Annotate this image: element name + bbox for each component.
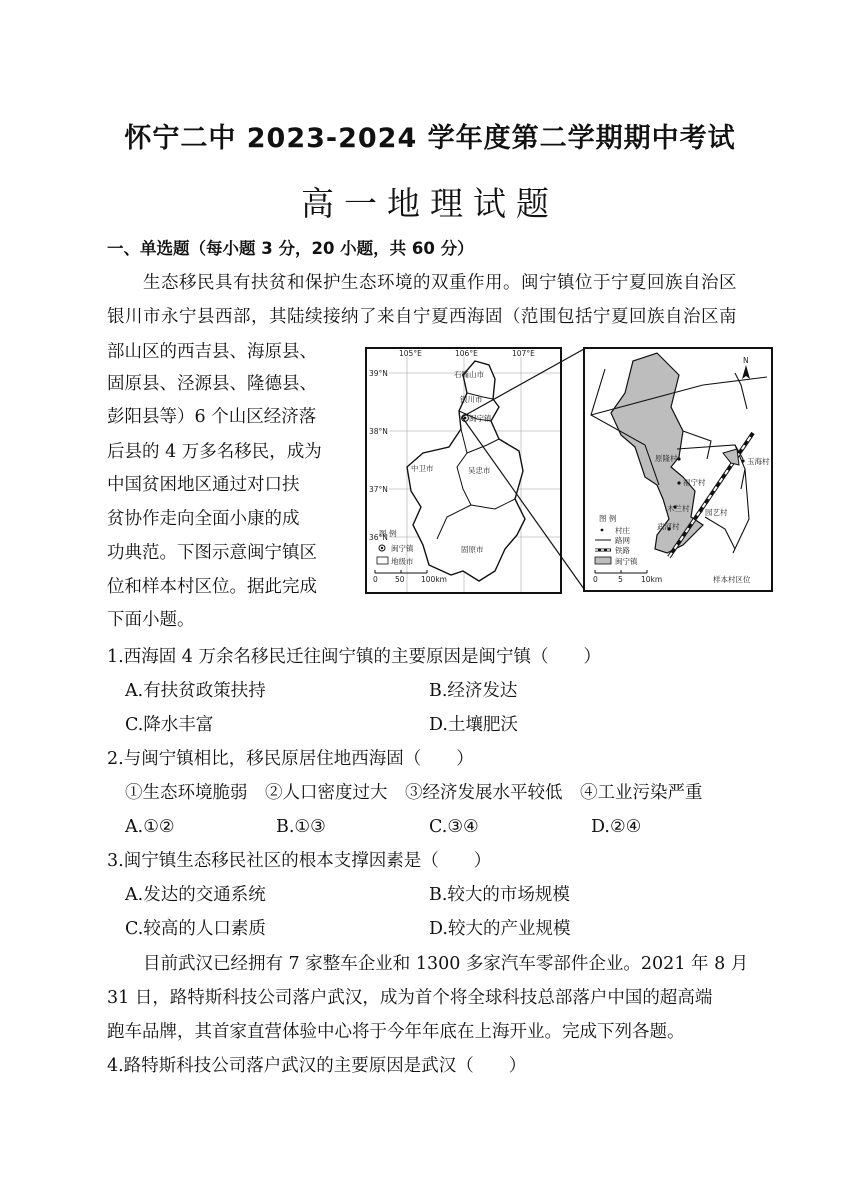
passage-line: 贫协作走向全面小康的成 — [107, 509, 300, 529]
scale-label: 5 — [618, 575, 623, 584]
lat-label: 38°N — [369, 427, 388, 436]
passage-line: 部山区的西吉县、海原县、 — [107, 342, 317, 362]
question-option: D.土壤肥沃 — [429, 715, 518, 735]
connector-lines — [460, 345, 588, 595]
legend-title: 图 例 — [379, 529, 397, 538]
legend-item: 铁路 — [615, 546, 630, 555]
question-option: D.②④ — [591, 817, 642, 837]
passage-line: 固原县、泾源县、隆德县、 — [107, 374, 317, 394]
village-label: 福宁村 — [683, 478, 706, 487]
scale-label: 0 — [373, 575, 378, 584]
question-stem: 3.闽宁镇生态移民社区的根本支撑因素是（ ） — [107, 851, 492, 871]
passage-line: 下面小题。 — [107, 610, 195, 630]
question-option: C.较高的人口素质 — [125, 919, 266, 939]
village-label: 木兰村 — [667, 504, 690, 513]
city-label: 闽宁镇 — [469, 414, 492, 423]
legend-title: 图 例 — [599, 514, 617, 523]
village-label: 园艺村 — [705, 508, 728, 517]
question-option: C.③④ — [429, 817, 479, 837]
question-option: A.①② — [125, 817, 175, 837]
lon-label: 106°E — [455, 349, 478, 358]
scale-label: 10km — [641, 575, 663, 584]
question-statements: ①生态环境脆弱 ②人口密度过大 ③经济发展水平较低 ④工业污染严重 — [125, 783, 703, 803]
question-stem: 1.西海固 4 万余名移民迁往闽宁镇的主要原因是闽宁镇（ ） — [107, 647, 601, 667]
legend-item: 闽宁镇 — [391, 544, 414, 553]
lon-label: 105°E — [399, 349, 422, 358]
lat-label: 37°N — [369, 485, 388, 494]
village-label: 原隆村 — [655, 454, 678, 463]
question-option: D.较大的产业规模 — [429, 919, 571, 939]
passage-line: 银川市永宁县西部，其陆续接纳了来自宁夏西海固（范围包括宁夏回族自治区南 — [107, 307, 737, 327]
question-stem: 4.路特斯科技公司落户武汉的主要原因是武汉（ ） — [107, 1056, 527, 1076]
city-label: 固原市 — [461, 545, 484, 554]
passage-line: 后县的 4 万多名移民，成为 — [107, 442, 322, 462]
scale-label: 100km — [421, 575, 447, 584]
passage-line: 生态移民具有扶贫和保护生态环境的双重作用。闽宁镇位于宁夏回族自治区 — [143, 273, 737, 293]
exam-subtitle: 高一地理试题 — [301, 184, 559, 223]
question-stem: 2.与闽宁镇相比，移民原居住地西海固（ ） — [107, 749, 474, 769]
question-option: A.有扶贫政策扶持 — [125, 681, 266, 701]
city-label: 银川市 — [460, 395, 483, 404]
exam-title: 怀宁二中 2023-2024 学年度第二学期期中考试 — [124, 123, 736, 154]
question-option: B.经济发达 — [429, 681, 518, 701]
legend-item: 村庄 — [615, 526, 630, 535]
passage-line: 跑车品牌，其首家直营体验中心将于今年年底在上海开业。完成下列各题。 — [107, 1022, 685, 1042]
lon-label: 107°E — [512, 349, 535, 358]
passage-line: 彭阳县等）6 个山区经济落 — [107, 407, 317, 427]
lat-label: 39°N — [369, 369, 388, 378]
passage-line: 目前武汉已经拥有 7 家整车企业和 1300 多家汽车零部件企业。2021 年 8 月 — [143, 954, 749, 974]
section-heading: 一、单选题（每小题 3 分，20 小题，共 60 分） — [107, 239, 474, 258]
village-label: 武河村 — [657, 522, 680, 531]
north-label: N — [743, 356, 749, 365]
scale-label: 50 — [395, 575, 405, 584]
village-map — [583, 347, 773, 592]
question-option: A.发达的交通系统 — [125, 885, 266, 905]
legend-item: 闽宁镇 — [615, 557, 638, 566]
question-option: B.①③ — [276, 817, 326, 837]
scale-label: 0 — [593, 575, 598, 584]
legend-item: 路网 — [615, 536, 630, 545]
city-label: 石嘴山市 — [454, 370, 484, 379]
village-label: 玉海村 — [747, 457, 770, 466]
lat-label: 36°N — [369, 533, 388, 542]
city-label: 中卫市 — [411, 464, 434, 473]
legend-item: 地级市 — [391, 557, 414, 566]
passage-line: 中国贫困地区通过对口扶 — [107, 475, 300, 495]
map-caption: 样本村区位 — [713, 575, 751, 584]
north-arrow-icon — [742, 365, 750, 379]
passage-line: 功典范。下图示意闽宁镇区 — [107, 543, 317, 563]
city-label: 吴忠市 — [468, 466, 491, 475]
passage-line: 31 日，路特斯科技公司落户武汉，成为首个将全球科技总部落户中国的超高端 — [107, 988, 713, 1008]
question-option: B.较大的市场规模 — [429, 885, 570, 905]
question-option: C.降水丰富 — [125, 715, 214, 735]
passage-line: 位和样本村区位。据此完成 — [107, 577, 317, 597]
